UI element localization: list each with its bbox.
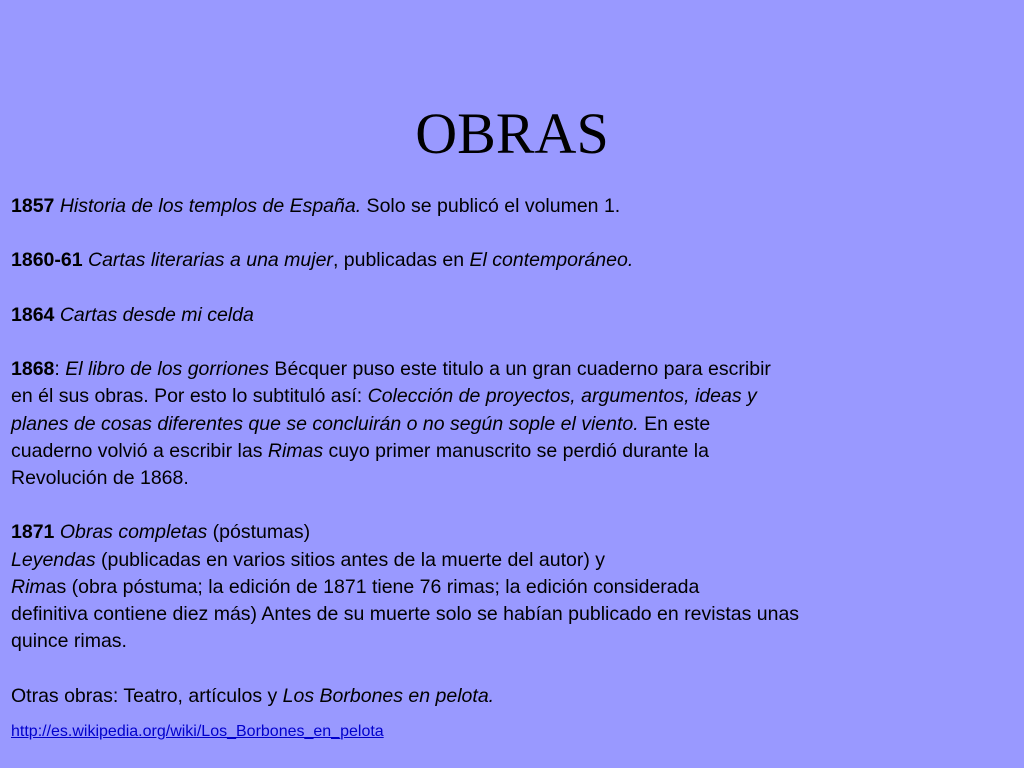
entry-text: Otras obras: Teatro, artículos y: [11, 684, 283, 707]
entry-1857-line: [11, 193, 1006, 220]
entry-1871-line-2: [11, 547, 1006, 574]
entry-subtitle: Colección de proyectos, argumentos, ideas y: [367, 385, 757, 408]
entry-1868: [11, 356, 1006, 492]
entry-1864-line: [11, 302, 1006, 329]
entry-title: Cartas literarias a una mujer: [88, 249, 333, 272]
entry-title: El libro de los gorriones: [65, 358, 270, 381]
entry-1868-line-4: [11, 438, 1006, 465]
wikipedia-link[interactable]: http://es.wikipedia.org/wiki/Los_Borbones_en_pelota: [11, 722, 384, 740]
entry-1868-line-3: [11, 411, 1006, 438]
entry-1864: [11, 302, 1006, 329]
entry-rimas: Rimas: [267, 439, 324, 462]
entry-title: Cartas desde mi celda: [59, 303, 254, 326]
entry-1860-61-line: [11, 247, 1006, 274]
other-works-line: [11, 683, 1006, 710]
entry-year: 1868: [11, 358, 55, 381]
entry-text: as (obra póstuma; la edición de 1871 tiene 76 rimas; la edición considerada: [45, 575, 700, 598]
entry-text: , publicadas en: [332, 249, 470, 272]
entry-1857: [11, 193, 1006, 220]
entry-note: Solo se publicó el volumen 1.: [361, 195, 621, 217]
entry-1868-line-1: [11, 356, 1006, 383]
slide-title: OBRAS: [415, 101, 609, 166]
entry-1871-line-3: [11, 574, 1006, 601]
entry-year: 1871: [11, 521, 55, 544]
entry-year: 1864: [11, 303, 55, 326]
entry-1871-line-4: definitiva contiene diez más) Antes de su muerte solo se habían publicado en revistas unas: [11, 602, 800, 625]
entry-other-works: [11, 683, 1006, 710]
entry-1868-line-2: [11, 383, 1006, 410]
entry-rimas: Rim: [11, 575, 46, 598]
entry-subtitle-cont: planes de cosas diferentes que se concluirán o no según sople el viento.: [11, 412, 639, 435]
entry-year: 1860-61: [11, 249, 83, 272]
works-list: [11, 193, 1006, 742]
entry-1871-line-1: [11, 519, 1006, 546]
entry-title: Obras completas: [59, 521, 208, 544]
entry-title: Los Borbones en pelota.: [282, 684, 495, 707]
entry-text: cuyo primer manuscrito se perdió durante la: [323, 439, 709, 462]
entry-1860-61: [11, 247, 1006, 274]
entry-publication: El contemporáneo.: [469, 249, 634, 272]
entry-1871-line-5: quince rimas.: [11, 630, 127, 653]
reference-link-row: [11, 722, 1006, 742]
entry-text: cuaderno volvió a escribir las: [11, 439, 268, 462]
entry-text: en él sus obras. Por esto lo subtituló así:: [11, 385, 368, 408]
entry-text: (publicadas en varios sitios antes de la muerte del autor) y: [95, 548, 606, 571]
entry-1871: [11, 519, 1006, 655]
entry-leyendas: Leyendas: [11, 548, 96, 571]
entry-text: (póstumas): [207, 521, 311, 544]
entry-colon: :: [54, 358, 60, 381]
entry-year: 1857: [11, 195, 55, 217]
entry-text: Bécquer puso este titulo a un gran cuaderno para escribir: [269, 358, 771, 381]
entry-1868-line-5: Revolución de 1868.: [11, 466, 189, 489]
entry-title: Historia de los templos de España.: [59, 195, 362, 217]
entry-text: En este: [638, 412, 711, 435]
